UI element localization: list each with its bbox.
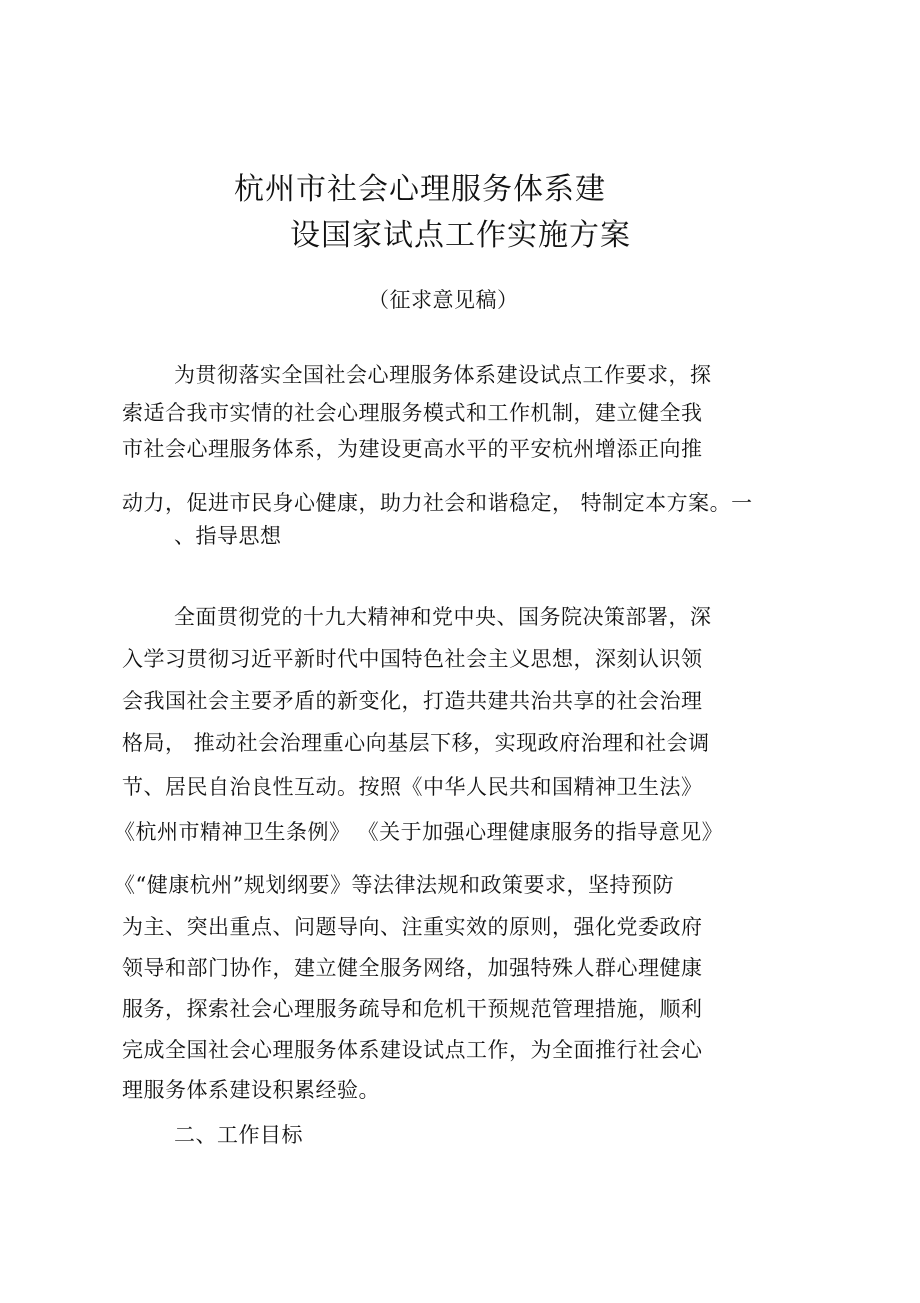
section-heading: 、指导思想 [174,524,282,548]
body-line: 全面贯彻党的十九大精神和党中央、国务院决策部署，深 [174,605,712,629]
body-line: 动力，促进市民身心健康，助力社会和谐稳定， 特制定本方案。一 [122,491,753,515]
title-line-1: 杭州市社会心理服务体系建 [234,172,606,207]
body-line: 入学习贯彻习近平新时代中国特色社会主义思想，深刻认识领 [122,647,703,671]
body-line: 会我国社会主要矛盾的新变化，打造共建共治共享的社会治理 [122,689,703,713]
body-line: 为贯彻落实全国社会心理服务体系建设试点工作要求，探 [174,363,712,387]
body-line: 市社会心理服务体系，为建设更高水平的平安杭州增添正向推 [122,437,703,461]
body-line: 节、居民自治良性互动。按照《中华人民共和国精神卫生法》 [122,775,703,799]
body-line: 《“健康杭州”规划纲要》等法律法规和政策要求，坚持预防 [114,873,674,897]
title-line-2: 设国家试点工作实施方案 [290,218,631,253]
section-heading: 二、工作目标 [174,1123,303,1147]
body-line: 《杭州市精神卫生条例》 《关于加强心理健康服务的指导意见》 [114,820,724,844]
body-line: 理服务体系建设积累经验。 [122,1078,380,1102]
body-line: 领导和部门协作，建立健全服务网络，加强特殊人群心理健康 [122,956,703,980]
body-line: 服务，探索社会心理服务疏导和危机干预规范管理措施，顺利 [122,997,703,1021]
document-subtitle: （征求意见稿） [368,288,519,312]
body-line: 为主、突出重点、问题导向、注重实效的原则，强化党委政府 [122,915,703,939]
body-line: 格局， 推动社会治理重心向基层下移，实现政府治理和社会调 [122,731,710,755]
body-line: 完成全国社会心理服务体系建设试点工作，为全面推行社会心 [122,1038,703,1062]
body-line: 索适合我市实情的社会心理服务模式和工作机制，建立健全我 [122,401,703,425]
